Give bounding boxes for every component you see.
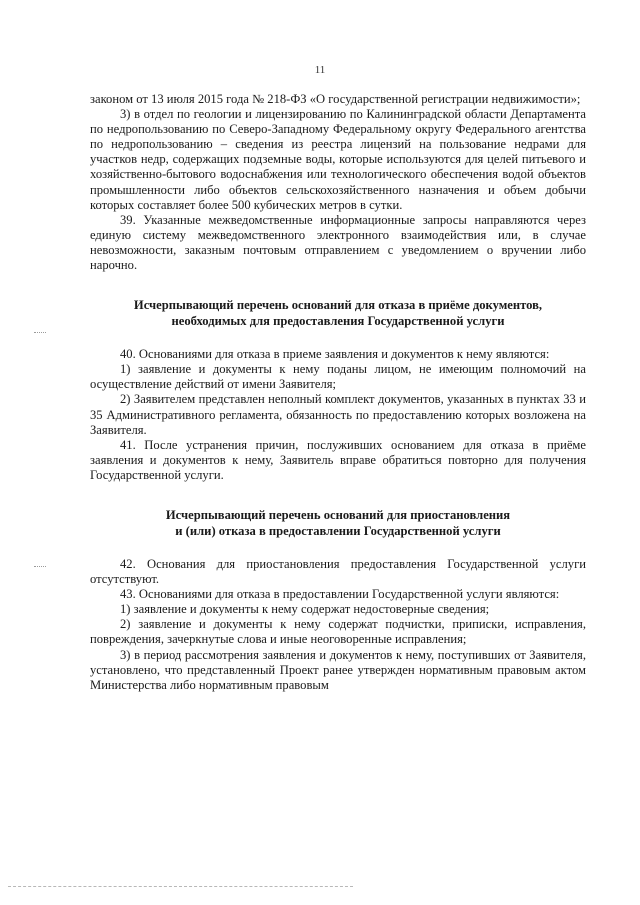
section-heading-suspension: Исчерпывающий перечень оснований для приостановления: [165, 507, 511, 522]
scan-margin-mark: [34, 566, 46, 568]
page-number: 11: [314, 64, 326, 76]
section-heading-refusal-reception: Исчерпывающий перечень оснований для отказа в приёме документов,: [133, 298, 543, 313]
paragraph-43-item-1: 1) заявление и документы к нему содержат недостоверные сведения;: [120, 602, 490, 617]
paragraph-43-item-2: 2) заявление и документы к нему содержат подчистки, приписки, исправления, повреждения, зачеркнутые слова и иные неоговоренные исправления;: [90, 617, 586, 647]
paragraph-43-item-3: 3) в период рассмотрения заявления и документов к нему, поступивших от Заявителя, установлено, что представленный Проект ранее утвержден нормативным правовым актом Министерства либо нормативным правовым: [90, 647, 586, 692]
scan-margin-mark: [34, 332, 46, 334]
paragraph-40: 40. Основаниями для отказа в приеме заявления и документов к нему являются:: [120, 347, 550, 362]
paragraph-40-item-2: 2) Заявителем представлен неполный комплект документов, указанных в пунктах 33 и 35 Административного регламента, обязанность по предоставлению которых возложена на Заявителя.: [90, 392, 586, 437]
scan-footer-artifact: [8, 886, 353, 889]
paragraph-41: 41. После устранения причин, послуживших основанием для отказа в приёме заявления и документов к нему, Заявитель вправе обратиться повторно для получения Государственной услуги.: [90, 437, 586, 482]
section-heading-refusal-reception-line2: необходимых для предоставления Государственной услуги: [171, 314, 505, 329]
paragraph-42: 42. Основания для приостановления предоставления Государственной услуги отсутствуют.: [90, 556, 586, 587]
paragraph-39: 39. Указанные межведомственные информационные запросы направляются через единую систему межведомственного электронного взаимодействия или, в случае невозможности, заказным почтовым отправлением с уведомлением о вручении либо нарочно.: [90, 212, 586, 273]
paragraph-40-item-1: 1) заявление и документы к нему поданы лицом, не имеющим полномочий на осуществление действий от имени Заявителя;: [90, 362, 586, 392]
page-body: [90, 92, 586, 693]
paragraph-43: 43. Основаниями для отказа в предоставлении Государственной услуги являются:: [120, 587, 560, 602]
paragraph-continuation: законом от 13 июля 2015 года № 218-ФЗ «О государственной регистрации недвижимости»;: [90, 92, 581, 106]
paragraph-item-3: 3) в отдел по геологии и лицензированию по Калининградской области Департамента по недропользованию по Северо-Западному Федеральному округу Федерального агентства по недропользованию – сведения из реестра лицензий на пользование недрами для участков недр, содержащих подземные воды, которые используются для целей питьевого и хозяйственно-бытового водоснабжения или технологического обеспечения водой объектов промышленности либо объектов сельскохозяйственного назначения и объем добычи которых составляет более 500 кубических метров в сутки.: [90, 107, 586, 212]
section-heading-suspension-line2: и (или) отказа в предоставлении Государственной услуги: [175, 523, 501, 538]
